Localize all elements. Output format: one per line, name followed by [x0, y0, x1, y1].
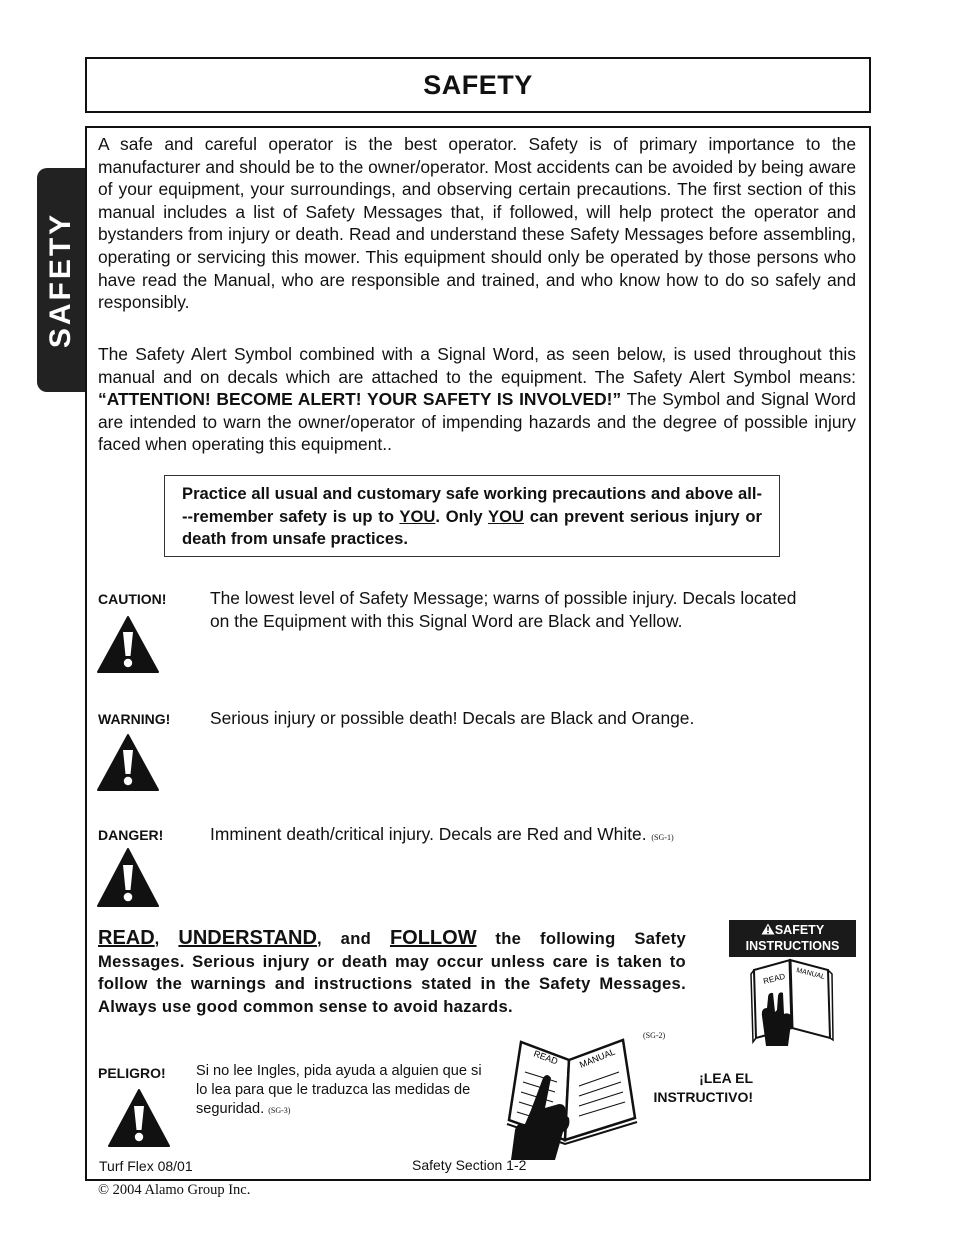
danger-description	[210, 823, 810, 849]
page-title-box	[85, 57, 871, 113]
lea-line-1: ¡LEA EL	[699, 1070, 753, 1086]
intro-p2-text-a: The Safety Alert Symbol combined with a Signal Word, as seen below, is used throughout this manual and on decals which are attached to the equipment. The Safety Alert Symbol means:	[98, 344, 856, 387]
book-read-text: READ	[762, 971, 787, 986]
follow-word: FOLLOW	[389, 927, 477, 949]
callout-you-1: YOU	[399, 506, 436, 526]
warning-label: WARNING!	[98, 711, 171, 727]
page-title: SAFETY	[423, 69, 533, 100]
peligro-label: PELIGRO!	[98, 1065, 166, 1081]
intro-p2-text-b: The Symbol and Signal Word are intended to warn the owner/operator of impending hazards and the degree of possible injury faced when operating this equipment..	[98, 389, 856, 455]
danger-code: (SG-1)	[651, 833, 674, 842]
badge-alert-icon	[761, 923, 775, 935]
book-manual-text: MANUAL	[795, 967, 826, 982]
read-sep-2: , and	[316, 929, 390, 948]
footer-copyright: © 2004 Alamo Group Inc.	[98, 1182, 251, 1198]
safety-callout-box	[164, 475, 780, 557]
peligro-alert-icon	[107, 1088, 171, 1148]
footer-model-date: Turf Flex 08/01	[99, 1158, 193, 1174]
read-block-text: the following Safety Messages. Serious injury or death may occur unless care is taken to follow the warnings and instructions stated in the Safety Messages. Always use good common sense to avoid hazards.	[98, 929, 686, 1016]
callout-text-3: can prevent serious injury or death from unsafe practices.	[182, 506, 762, 548]
caution-alert-icon	[96, 615, 160, 674]
section-side-tab-label: SAFETY	[44, 211, 77, 349]
book2-manual-text: MANUAL	[578, 1046, 617, 1070]
read-manual-book-icon	[748, 958, 834, 1048]
danger-alert-icon	[96, 847, 160, 908]
peligro-description	[196, 1062, 496, 1120]
intro-p2-bold: “ATTENTION! BECOME ALERT! YOUR SAFETY IS INVOLVED!”	[98, 389, 622, 410]
read-word: READ	[98, 927, 155, 949]
lea-line-2: INSTRUCTIVO!	[653, 1089, 753, 1105]
callout-text-1: Practice all usual and customary safe working precautions and above all---remember safety is up to	[182, 484, 762, 526]
intro-paragraph-2	[98, 343, 856, 456]
danger-description-text: Imminent death/critical injury. Decals are Red and White.	[210, 824, 652, 844]
peligro-code: (SG-3)	[268, 1106, 291, 1115]
understand-word: UNDERSTAND	[178, 927, 317, 949]
section-side-tab	[37, 168, 85, 392]
peligro-description-text: Si no lee Ingles, pida ayuda a alguien que si lo lea para que le traduzca las medidas de seguridad.	[196, 1063, 482, 1117]
read-block-code: (SG-2)	[643, 1031, 666, 1040]
callout-text-2: . Only	[435, 506, 489, 526]
read-understand-follow-block	[98, 927, 686, 1018]
safety-instructions-badge	[729, 920, 856, 957]
callout-you-2: YOU	[488, 506, 524, 526]
lea-instructivo-label	[639, 1069, 753, 1107]
read-sep-1: ,	[154, 929, 179, 948]
caution-label: CAUTION!	[98, 591, 167, 607]
warning-description: Serious injury or possible death! Decals are Black and Orange.	[210, 708, 695, 728]
intro-paragraph-1: A safe and careful operator is the best operator. Safety is of primary importance to the manufacturer and should be to the owner/operator. Most accidents can be avoided by being aware of your equipment, your surroundings, and observing certain precautions. The first section of this manual includes a list of Safety Messages that, if followed, will help protect the operator and bystanders from injury or death. Read and understand these Safety Messages before assembling, operating or servicing this mower. This equipment should only be operated by those persons who have read the Manual, who are responsible and trained, and who know how to do so safely and responsibly.	[98, 134, 856, 313]
warning-alert-icon	[96, 733, 160, 792]
badge-line-2: INSTRUCTIONS	[745, 939, 840, 953]
footer-section-page: Safety Section 1-2	[412, 1157, 527, 1173]
book2-read-text: READ	[532, 1048, 560, 1067]
badge-line-1: SAFETY	[729, 922, 856, 938]
lea-instructivo-book-icon	[505, 1038, 639, 1160]
caution-description: The lowest level of Safety Message; warns of possible injury. Decals located on the Equipment with this Signal Word are Black and Yellow.	[210, 588, 797, 631]
danger-label: DANGER!	[98, 827, 164, 843]
